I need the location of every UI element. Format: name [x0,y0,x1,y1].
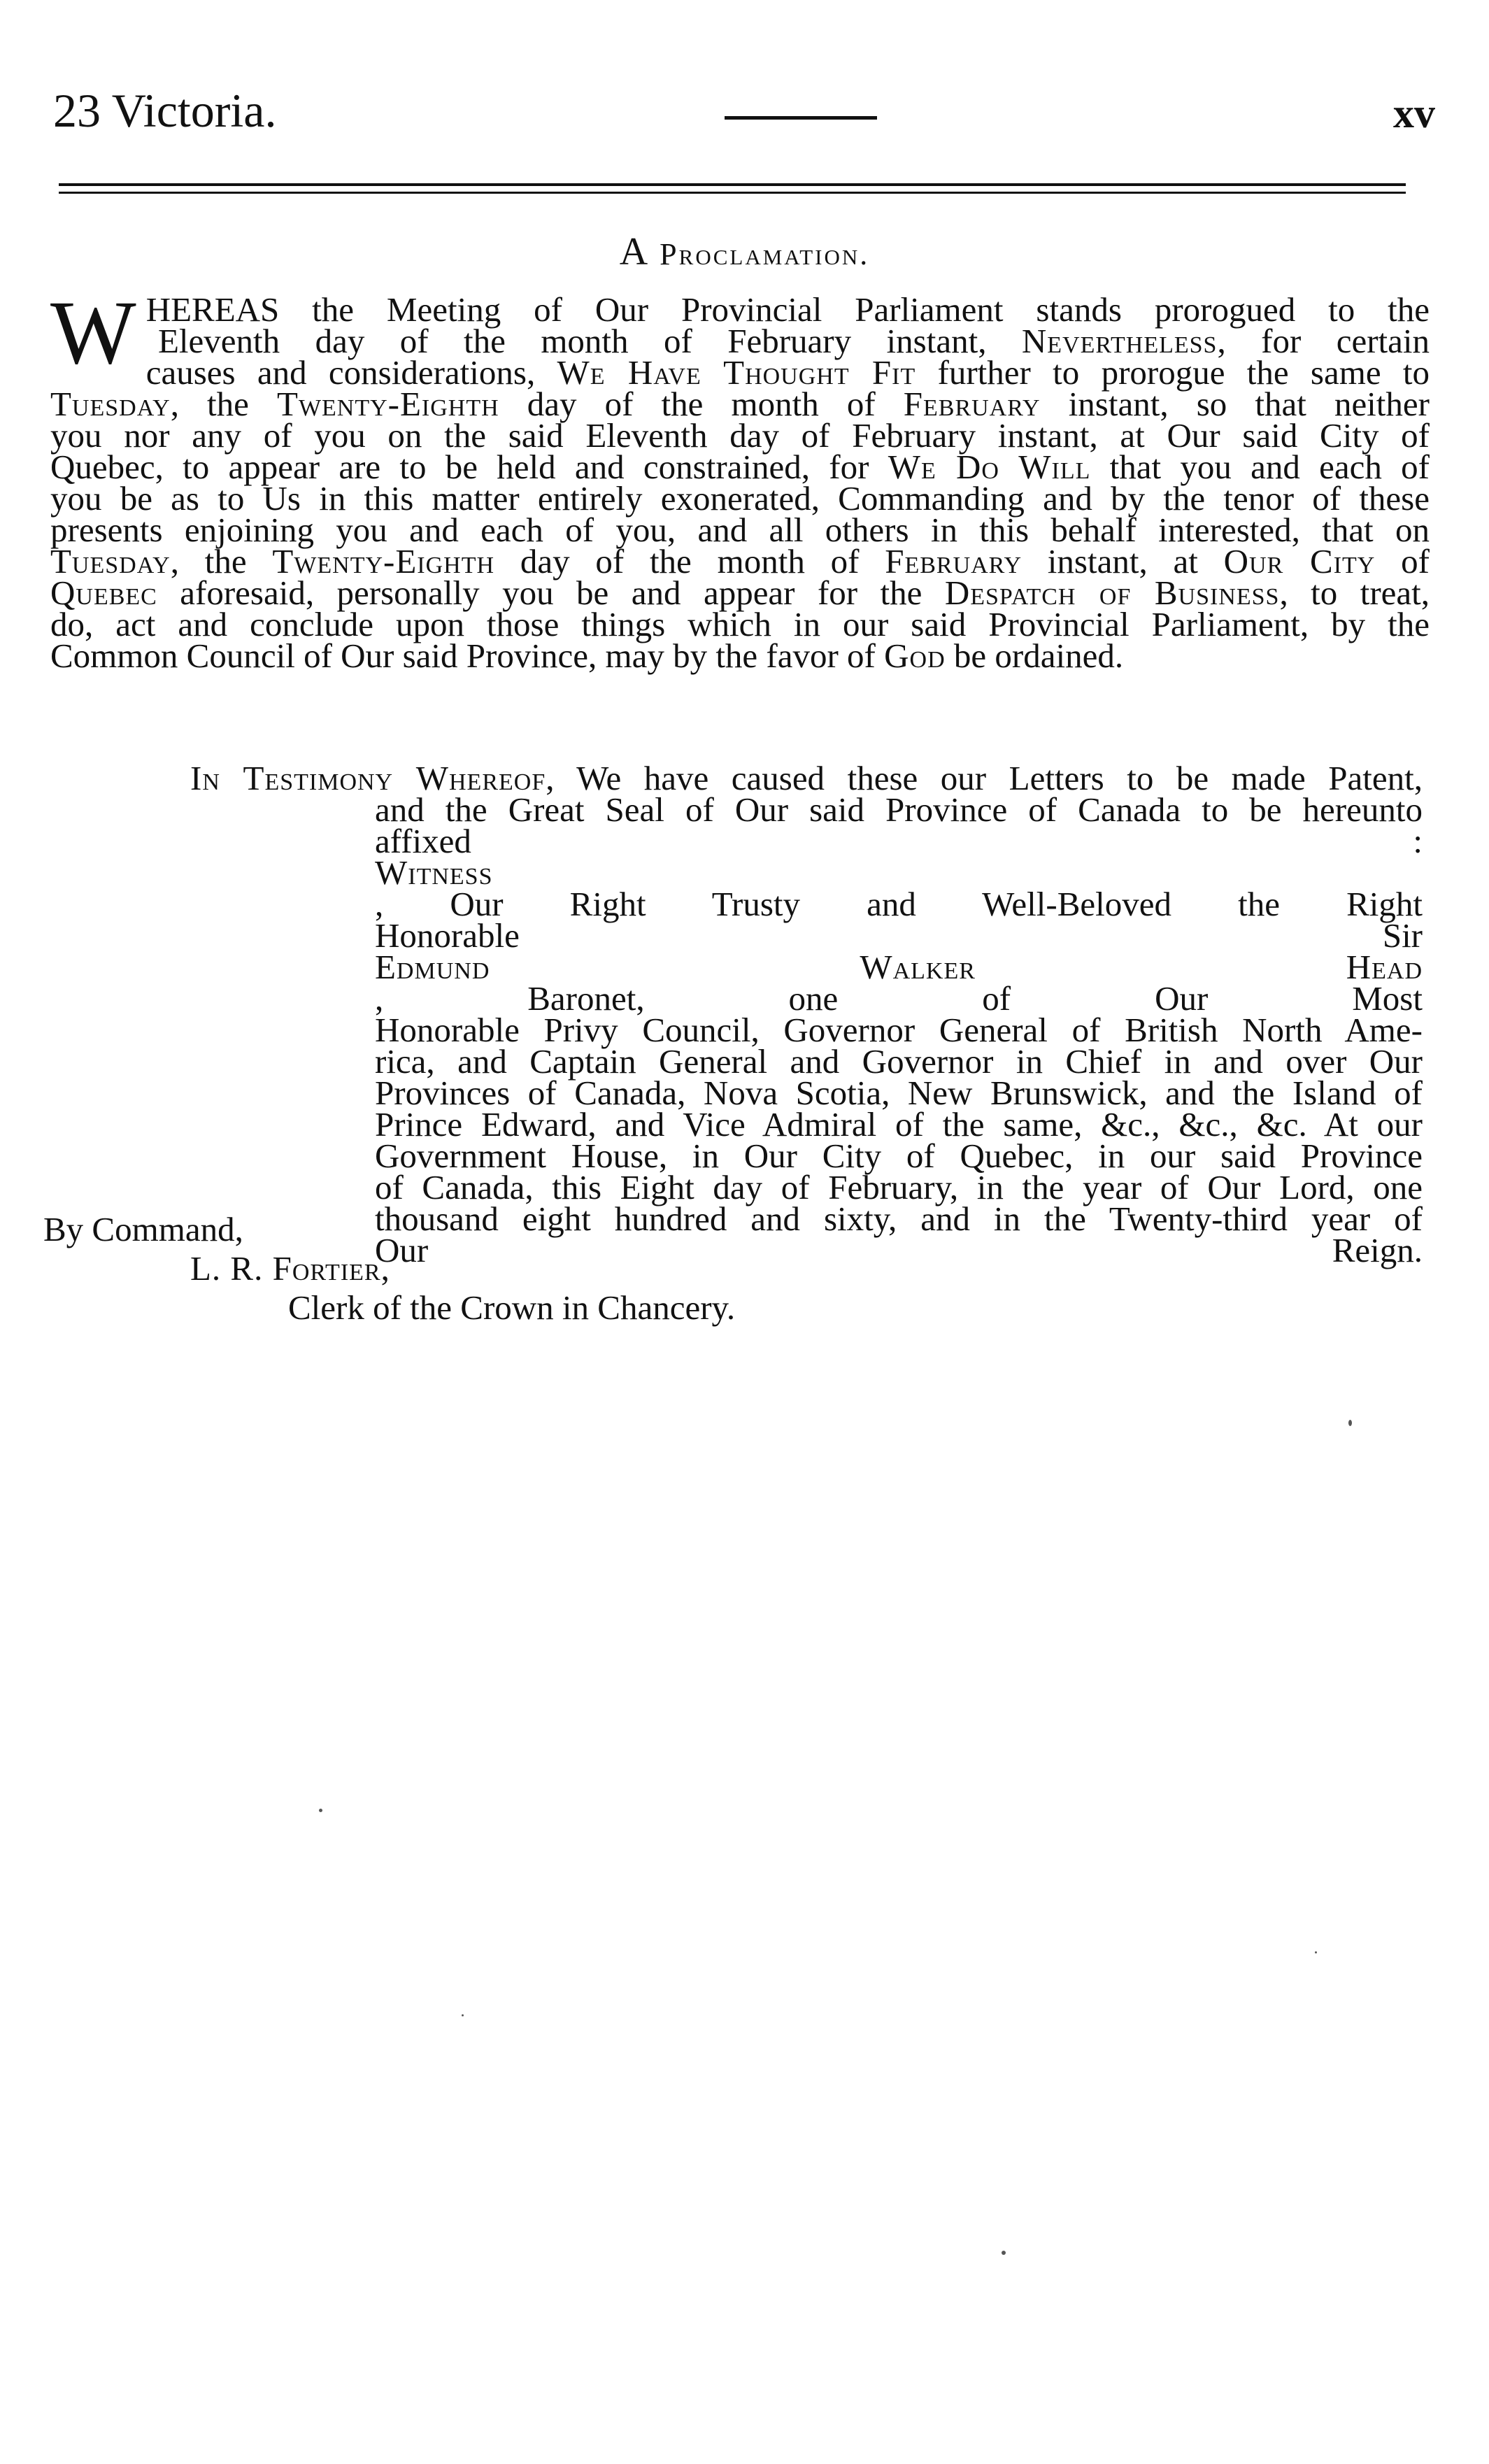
scan-speck [1002,2251,1006,2255]
body-line-text: causes and considerations, [145,353,557,392]
header-double-rule [59,183,1406,194]
testimony-line [375,1074,1423,1112]
body-line-text: instant, so that neither [1040,385,1430,423]
body-line-text: , for certain [1217,322,1430,360]
body-line-text: aforesaid, personally you be and appear for the [157,574,945,612]
testimony-line-text: rica, and Captain General and Governor in Chief in and over Our [375,1042,1423,1081]
testimony-line [375,790,1423,829]
testimony-line-small-caps: Edmund Walker Head [375,948,1423,986]
body-line-text: you be as to Us in this matter entirely exonerated, Commanding and by the tenor of these [50,479,1430,518]
testimony-line [375,1011,1423,1049]
testimony-line [375,1137,1423,1175]
header-dash [725,116,877,120]
body-line-small-caps: Quebec [50,574,157,612]
body-line-text: Quebec, to appear are to be held and constrained, for [50,448,888,486]
body-line [50,511,1430,549]
body-line [50,605,1430,643]
body-line [50,353,1430,392]
testimony-first-line [190,759,1423,797]
proclamation-body [50,283,1430,675]
testimony-line-text: Provinces of Canada, Nova Scotia, New Brunswick, and the Island of [375,1074,1423,1112]
running-head [53,83,1435,138]
title-rest: Proclamation. [660,237,870,271]
page-number: xv [1393,90,1435,136]
body-line-text: presents enjoining you and each of you, and all others in this behalf interested, that on [50,511,1430,549]
body-line [50,542,1430,581]
body-line-text: day of the month of [499,385,904,423]
scan-speck [462,2014,464,2016]
body-line-text: HEREAS the Meeting of Our Provincial Parliament stands prorogued to the [145,290,1430,329]
body-line [50,636,1430,675]
testimony-continuation [375,790,1423,1269]
body-line-text: , to treat, [1279,574,1430,612]
scan-speck [1348,1420,1352,1426]
testimony-line-text: Prince Edward, and Vice Admiral of the same, &c., &c., &c. At our [375,1105,1423,1144]
body-line-text: be ordained. [945,636,1124,675]
body-line-small-caps: God [884,636,946,675]
testimony-text: , We have caused these our Letters to be made Patent, [546,759,1423,797]
by-command: By Command, [43,1210,243,1248]
scan-speck [319,1809,322,1812]
testimony-line-text: , Our Right Trusty and Well-Beloved the Right [375,885,1423,923]
body-line-text: , the [170,542,273,581]
body-line [50,574,1430,612]
body-line-text: you nor any of you on the said Eleventh day of February instant, at Our said City of [50,416,1430,455]
testimony-line-text: Our Reign. [375,1231,1423,1269]
title-initial: A [619,230,650,273]
testimony-line-text: and the Great Seal of Our said Province of Canada to be hereunto [375,790,1423,829]
body-line [50,448,1430,486]
testimony-line [375,1168,1423,1206]
body-line [50,290,1430,329]
testimony-line [375,1105,1423,1144]
testimony-line-small-caps: Witness [375,853,493,892]
body-line-small-caps: Tuesday [50,385,171,423]
body-line [158,322,1430,360]
body-line-small-caps: February [885,542,1023,581]
body-line [50,416,1430,455]
testimony-small-caps: In Testimony Whereof [190,759,546,797]
testimony-line-text: thousand eight hundred and sixty, and in the Twenty-third year of [375,1199,1423,1238]
body-line-small-caps: Twenty-Eighth [277,385,499,423]
drop-cap: W [50,283,136,383]
signatory-name: L. R. Fortier, [190,1249,390,1288]
body-line [50,385,1430,423]
body-line-small-caps: Nevertheless [1021,322,1218,360]
scan-speck [1315,1951,1317,1953]
testimony-line [375,916,1423,1018]
body-line-small-caps: Despatch of Business [944,574,1280,612]
volume-reference: 23 Victoria. [53,84,277,137]
body-line-small-caps: Our City [1223,542,1376,581]
testimony-line-text: Honorable Privy Council, Governor General of British North Ame- [375,1011,1423,1049]
body-line-small-caps: We Do Will [888,448,1091,486]
body-line-text: of [1375,542,1430,581]
body-line-text: do, act and conclude upon those things which in our said Provincial Parliament, by the [50,605,1430,643]
body-line-text: day of the month of [494,542,885,581]
body-line-small-caps: February [903,385,1041,423]
body-line-small-caps: Twenty-Eighth [272,542,495,581]
body-line-text: that you and each of [1090,448,1430,486]
body-line-small-caps: Tuesday [50,542,171,581]
testimony-line-text: Government House, in Our City of Quebec, in our said Province [375,1137,1423,1175]
body-line-small-caps: We Have Thought Fit [557,353,916,392]
testimony-line-text: of Canada, this Eight day of February, in the year of Our Lord, one [375,1168,1423,1206]
body-line-text: instant, at [1022,542,1224,581]
body-line-text: , the [170,385,278,423]
body-line [50,479,1430,518]
testimony-line [375,822,1423,923]
body-line-text: Common Council of Our said Province, may by the favor of [50,636,885,675]
signature-block [43,1210,735,1327]
proclamation-title [0,231,1489,276]
testimony-line [375,1042,1423,1081]
testimony-line-text: Honorable Sir [375,916,1423,955]
body-line-text: Eleventh day of the month of February instant, [158,322,1022,360]
signatory-office: Clerk of the Crown in Chancery. [288,1288,736,1327]
testimony-line-text: affixed : [375,822,1423,860]
body-line-text: further to prorogue the same to [916,353,1430,392]
testimony-line-text: , Baronet, one of Our Most [375,979,1423,1018]
